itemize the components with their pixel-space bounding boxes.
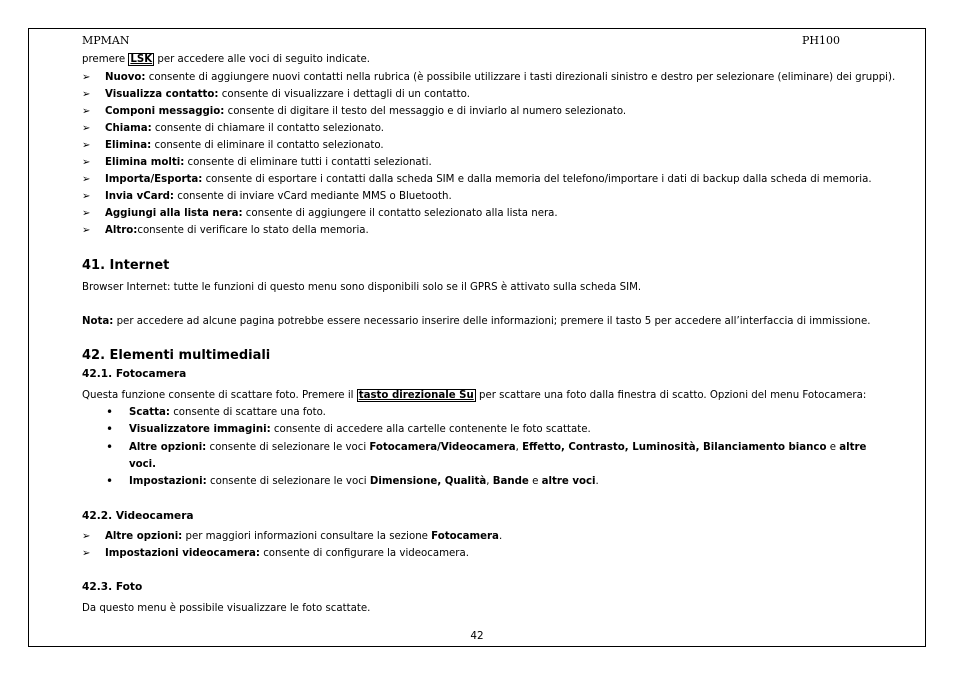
note-paragraph: Nota: per accedere ad alcune pagina potrebbe essere necessario inserire delle informazioni; premere il tasto 5 per accedere all’interfaccia di immissione. xyxy=(82,316,871,327)
list-item: Invia vCard: consente di inviare vCard mediante MMS o Bluetooth. xyxy=(105,191,452,202)
arrow-bullet-icon: ➢ xyxy=(82,123,91,134)
list-item: Visualizzatore immagini: consente di accedere alla cartelle contenente le foto scattate. xyxy=(129,424,591,435)
header-brand: MPMAN xyxy=(82,34,130,47)
up-key-label: tasto direzionale Su xyxy=(358,390,474,401)
page-number: 42 xyxy=(470,630,484,642)
list-item: Impostazioni videocamera: consente di configurare la videocamera. xyxy=(105,548,469,559)
list-item: Componi messaggio: consente di digitare il testo del messaggio e di inviarlo al numero selezionato. xyxy=(105,106,627,117)
section-heading-multimedia: 42. Elementi multimediali xyxy=(82,348,271,363)
arrow-bullet-icon: ➢ xyxy=(82,225,91,236)
arrow-bullet-icon: ➢ xyxy=(82,106,91,117)
arrow-bullet-icon: ➢ xyxy=(82,531,91,542)
list-item: Elimina molti: consente di eliminare tutti i contatti selezionati. xyxy=(105,157,432,168)
arrow-bullet-icon: ➢ xyxy=(82,140,91,151)
foto-paragraph: Da questo menu è possibile visualizzare le foto scattate. xyxy=(82,603,371,614)
list-item: Altro:consente di verificare lo stato della memoria. xyxy=(105,225,369,236)
list-item: Altre opzioni: per maggiori informazioni consultare la sezione Fotocamera. xyxy=(105,531,503,542)
list-item: Chiama: consente di chiamare il contatto selezionato. xyxy=(105,123,384,134)
intro-line: premere LSK per accedere alle voci di seguito indicate. xyxy=(82,54,371,65)
list-item: Nuovo: consente di aggiungere nuovi contatti nella rubrica (è possibile utilizzare i tasti direzionali sinistro e destro per selezionare (eliminare) dei gruppi). xyxy=(105,72,896,83)
arrow-bullet-icon: ➢ xyxy=(82,208,91,219)
list-item: Altre opzioni: consente di selezionare le voci Fotocamera/Videocamera, Effetto, Contrasto, Luminosità, Bilanciamento bianco e altre xyxy=(129,442,867,453)
bullet-dot-icon: • xyxy=(106,440,114,454)
arrow-bullet-icon: ➢ xyxy=(82,157,91,168)
subsection-heading-foto: 42.3. Foto xyxy=(82,581,143,593)
header-model: PH100 xyxy=(802,34,840,47)
bullet-dot-icon: • xyxy=(106,422,114,436)
list-item: Impostazioni: consente di selezionare le voci Dimensione, Qualità, Bande e altre voci. xyxy=(129,476,599,487)
list-item: Importa/Esporta: consente di esportare i contatti dalla scheda SIM e dalla memoria del telefono/importare i dati di backup dalla scheda di memoria. xyxy=(105,174,872,185)
fotocamera-paragraph: Questa funzione consente di scattare foto. Premere il tasto direzionale Su per scattare una foto dalla finestra di scatto. Opzioni del menu Fotocamera: xyxy=(82,390,867,401)
list-item-continuation: voci. xyxy=(129,459,157,470)
lsk-key-label: LSK xyxy=(130,54,153,65)
arrow-bullet-icon: ➢ xyxy=(82,72,91,83)
bullet-dot-icon: • xyxy=(106,474,114,488)
arrow-bullet-icon: ➢ xyxy=(82,191,91,202)
section-heading-internet: 41. Internet xyxy=(82,258,170,273)
subsection-heading-fotocamera: 42.1. Fotocamera xyxy=(82,368,187,380)
list-item: Elimina: consente di eliminare il contatto selezionato. xyxy=(105,140,384,151)
bullet-dot-icon: • xyxy=(106,405,114,419)
internet-paragraph: Browser Internet: tutte le funzioni di questo menu sono disponibili solo se il GPRS è attivato sulla scheda SIM. xyxy=(82,282,642,293)
arrow-bullet-icon: ➢ xyxy=(82,174,91,185)
list-item: Scatta: consente di scattare una foto. xyxy=(129,407,326,418)
list-item: Visualizza contatto: consente di visualizzare i dettagli di un contatto. xyxy=(105,89,470,100)
subsection-heading-videocamera: 42.2. Videocamera xyxy=(82,510,194,522)
arrow-bullet-icon: ➢ xyxy=(82,548,91,559)
arrow-bullet-icon: ➢ xyxy=(82,89,91,100)
list-item: Aggiungi alla lista nera: consente di aggiungere il contatto selezionato alla lista nera. xyxy=(105,208,558,219)
